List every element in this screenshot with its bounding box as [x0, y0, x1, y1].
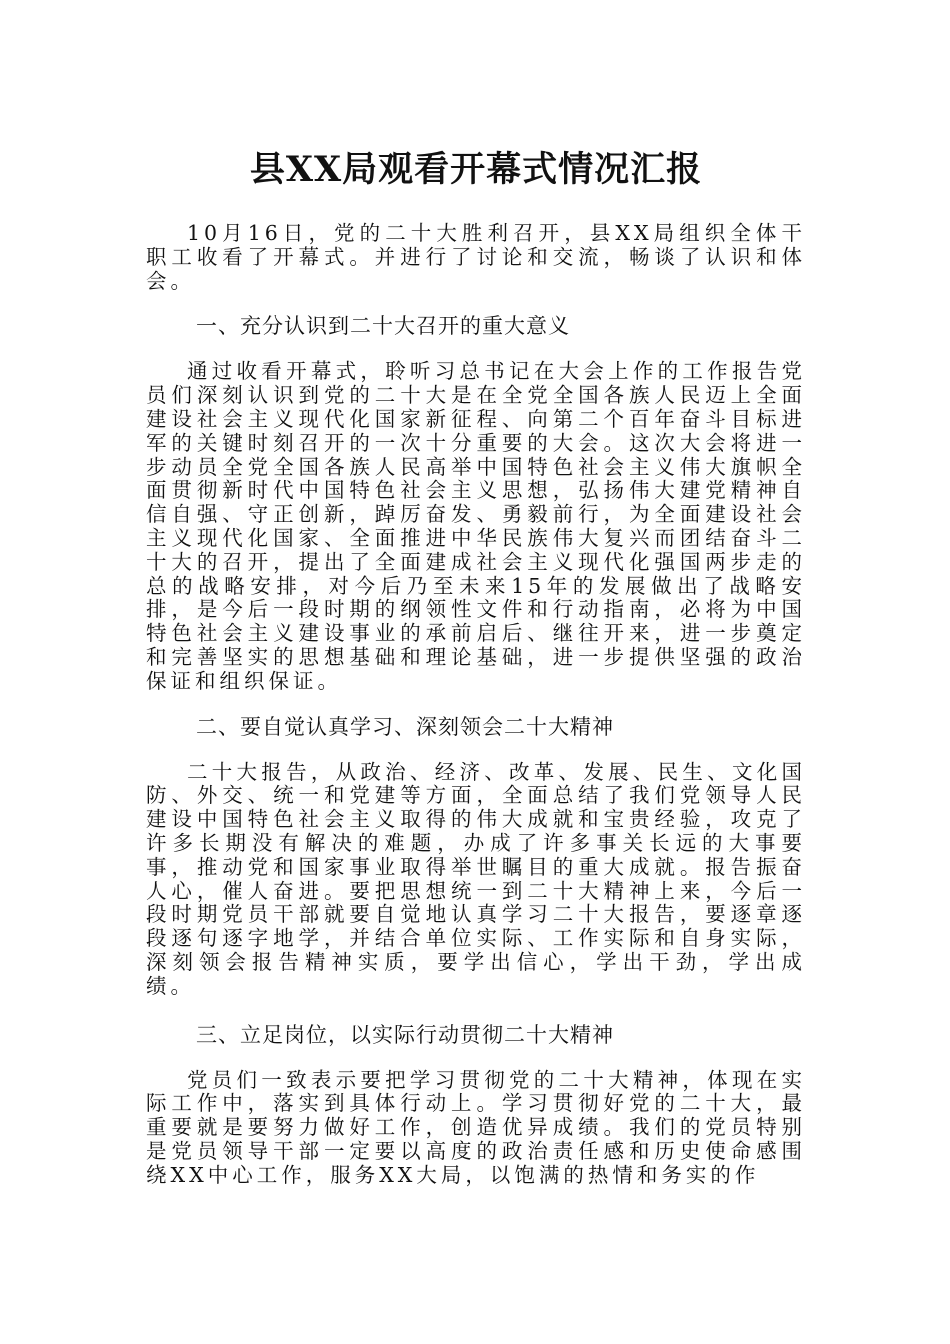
section-3-heading: 三、立足岗位，以实际行动贯彻二十大精神	[196, 1022, 614, 1047]
section-2-heading: 二、要自觉认真学习、深刻领会二十大精神	[196, 714, 614, 739]
document-title: 县XX局观看开幕式情况汇报	[249, 149, 703, 190]
document-page	[146, 140, 806, 1188]
section-2-body: 二十大报告，从政治、经济、改革、发展、民生、文化国防、外交、统一和党建等方面，全面总结了我们党领导人民建设中国特色社会主义取得的伟大成就和宝贵经验，攻克了许多长期没有解决的难题，办成了许多事关长远的大事要事，推动党和国家事业取得举世瞩目的重大成就。报告振奋人心，催人奋进。要把思想统一到二十大精神上来，今后一段时期党员干部就要自觉地认真学习二十大报告，要逐章逐段逐句逐字地学，并结合单位实际、工作实际和自身实际，深刻领会报告精神实质，要学出信心，学出干劲，学出成绩。	[146, 759, 806, 998]
section-1-body: 通过收看开幕式，聆听习总书记在大会上作的工作报告党员们深刻认识到党的二十大是在全党全国各族人民迈上全面建设社会主义现代化国家新征程、向第二个百年奋斗目标进军的关键时刻召开的一次十分重要的大会。这次大会将进一步动员全党全国各族人民高举中国特色社会主义伟大旗帜全面贯彻新时代中国特色社会主义思想，弘扬伟大建党精神自信自强、守正创新，踔厉奋发、勇毅前行，为全面建设社会主义现代化国家、全面推进中华民族伟大复兴而团结奋斗二十大的召开，提出了全面建成社会主义现代化强国两步走的总的战略安排，对今后乃至未来15年的发展做出了战略安排，是今后一段时期的纲领性文件和行动指南，必将为中国特色社会主义建设事业的承前启后、继往开来，进一步奠定和完善坚实的思想基础和理论基础，进一步提供坚强的政治保证和组织保证。	[146, 359, 806, 693]
section-1-heading: 一、充分认识到二十大召开的重大意义	[196, 314, 570, 339]
section-3-body: 党员们一致表示要把学习贯彻党的二十大精神，体现在实际工作中，落实到具体行动上。学习贯彻好党的二十大，最重要就是要努力做好工作，创造优异成绩。我们的党员特别是党员领导干部一定要以高度的政治责任感和历史使命感围绕XX中心工作，服务XX大局，以饱满的热情和务实的作	[146, 1067, 806, 1187]
intro-paragraph: 10月16日，党的二十大胜利召开，县XX局组织全体干职工收看了开幕式。并进行了讨论和交流，畅谈了认识和体会。	[146, 221, 806, 293]
